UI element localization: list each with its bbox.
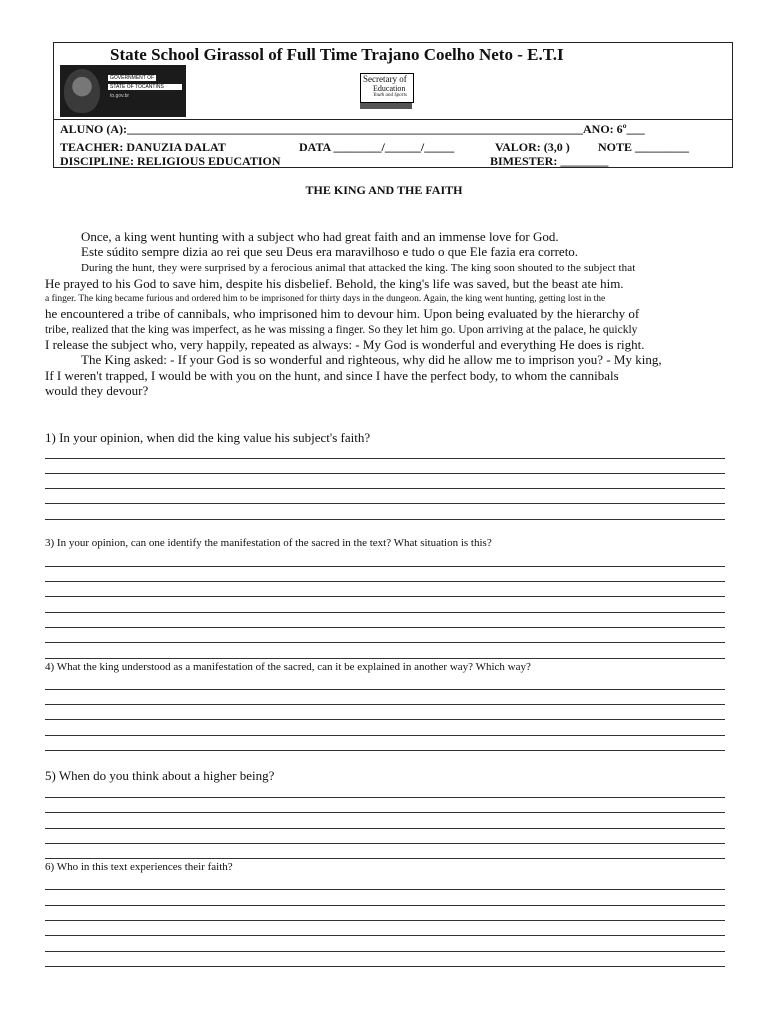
story-line: would they devour? bbox=[45, 383, 149, 398]
answer-line[interactable] bbox=[45, 812, 725, 813]
logo-right-line2: Education bbox=[373, 84, 406, 93]
answer-line[interactable] bbox=[45, 473, 725, 474]
question-1: 1) In your opinion, when did the king value his subject's faith? bbox=[45, 430, 371, 445]
answer-line[interactable] bbox=[45, 658, 725, 659]
answer-line[interactable] bbox=[45, 843, 725, 844]
answer-line[interactable] bbox=[45, 889, 725, 890]
header-divider bbox=[54, 119, 732, 120]
answer-line[interactable] bbox=[45, 519, 725, 520]
story-line: If I weren't trapped, I would be with you on the hunt, and since I have the perfect body, to whom the cannibals bbox=[45, 368, 619, 383]
story-line: tribe, realized that the king was imperfect, as he was missing a finger. So they let him go. Upon arriving at the palace, he quickly bbox=[45, 324, 638, 336]
student-name-field: ALUNO (A):____________________________________________________________________________ANO: 6º___ bbox=[60, 122, 645, 136]
answer-line[interactable] bbox=[45, 642, 725, 643]
coat-of-arms-icon bbox=[64, 69, 100, 113]
answer-line[interactable] bbox=[45, 797, 725, 798]
answer-line[interactable] bbox=[45, 920, 725, 921]
answer-line[interactable] bbox=[45, 719, 725, 720]
answer-line[interactable] bbox=[45, 581, 725, 582]
question-4: 4) What the king understood as a manifestation of the sacred, can it be explained in another way? Which way? bbox=[45, 661, 531, 673]
logo-right-line3: Youth and Sports bbox=[373, 93, 407, 98]
answer-line[interactable] bbox=[45, 596, 725, 597]
story-line: During the hunt, they were surprised by a ferocious animal that attacked the king. The king soon shouted to the subject that bbox=[81, 262, 636, 274]
story-line: The King asked: - If your God is so wonderful and righteous, why did he allow me to imprison you? - My king, bbox=[81, 352, 662, 367]
answer-line[interactable] bbox=[45, 458, 725, 459]
question-3: 3) In your opinion, can one identify the manifestation of the sacred in the text? What situation is this? bbox=[45, 537, 492, 549]
story-line: Este súdito sempre dizia ao rei que seu Deus era maravilhoso e tudo o que Ele fazia era correto. bbox=[81, 244, 579, 259]
date-field: DATA ________/______/_____ bbox=[299, 140, 455, 154]
answer-line[interactable] bbox=[45, 905, 725, 906]
answer-line[interactable] bbox=[45, 566, 725, 567]
secretary-logo bbox=[360, 73, 414, 103]
story-line: Once, a king went hunting with a subject who had great faith and an immense love for God. bbox=[81, 229, 559, 244]
secretary-logo-bar bbox=[360, 103, 412, 109]
teacher-label: TEACHER: DANUZIA DALAT bbox=[60, 140, 226, 154]
answer-line[interactable] bbox=[45, 858, 725, 859]
story-line: a finger. The king became furious and ordered him to be imprisoned for thirty days in the dungeon. Again, the king went hunting, getting lost in the bbox=[45, 294, 606, 304]
question-6: 6) Who in this text experiences their faith? bbox=[45, 861, 233, 873]
header-box bbox=[53, 42, 733, 168]
logo-left-line1: GOVERNMENT OF bbox=[110, 75, 155, 81]
story-line: He prayed to his God to save him, despite his disbelief. Behold, the king's life was saved, but the beast ate him. bbox=[45, 276, 624, 291]
answer-line[interactable] bbox=[45, 612, 725, 613]
story-line: I release the subject who, very happily, repeated as always: - My God is wonderful and everything He does is right. bbox=[45, 337, 645, 352]
answer-line[interactable] bbox=[45, 503, 725, 504]
school-title: State School Girassol of Full Time Trajano Coelho Neto - E.T.I bbox=[110, 45, 564, 64]
note-field: NOTE _________ bbox=[598, 140, 690, 154]
question-5: 5) When do you think about a higher being? bbox=[45, 768, 275, 783]
logo-left-line3: to.gov.br bbox=[110, 93, 130, 99]
answer-line[interactable] bbox=[45, 750, 725, 751]
answer-line[interactable] bbox=[45, 828, 725, 829]
answer-line[interactable] bbox=[45, 627, 725, 628]
answer-line[interactable] bbox=[45, 689, 725, 690]
answer-line[interactable] bbox=[45, 935, 725, 936]
answer-line[interactable] bbox=[45, 951, 725, 952]
government-logo bbox=[60, 65, 186, 117]
story-line: he encountered a tribe of cannibals, who imprisoned him to devour him. Upon being evaluated by the hierarchy of bbox=[45, 306, 640, 321]
answer-line[interactable] bbox=[45, 704, 725, 705]
logo-right-line1: Secretary of bbox=[363, 74, 407, 84]
logo-left-line2: STATE OF TOCANTINS bbox=[108, 84, 182, 90]
valor-label: VALOR: (3,0 ) bbox=[495, 140, 570, 154]
answer-line[interactable] bbox=[45, 735, 725, 736]
bimester-field: BIMESTER: ________ bbox=[490, 154, 609, 168]
answer-line[interactable] bbox=[45, 488, 725, 489]
discipline-label: DISCIPLINE: RELIGIOUS EDUCATION bbox=[60, 154, 281, 168]
answer-line[interactable] bbox=[45, 966, 725, 967]
story-title: THE KING AND THE FAITH bbox=[305, 183, 463, 197]
